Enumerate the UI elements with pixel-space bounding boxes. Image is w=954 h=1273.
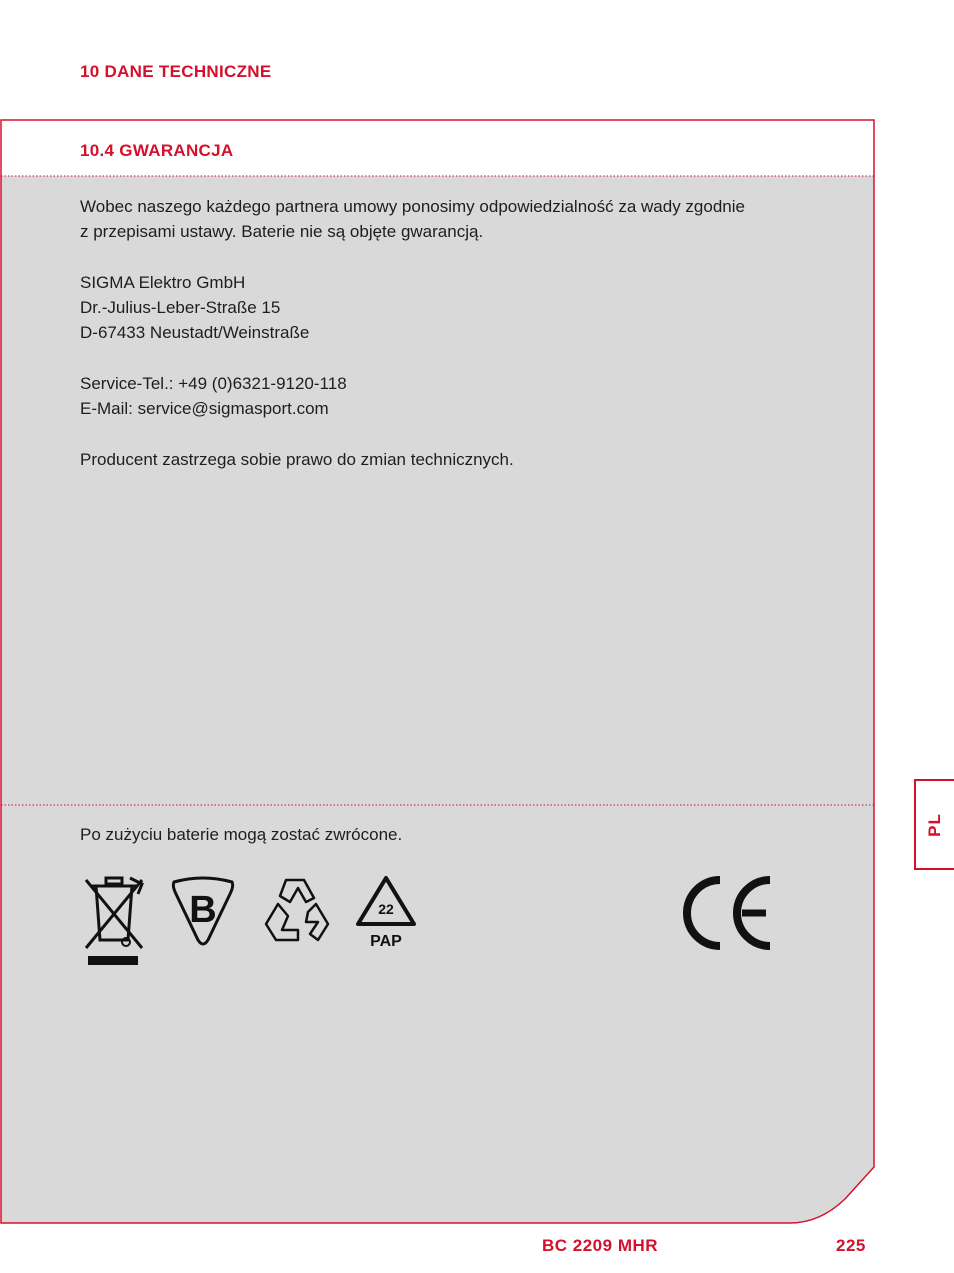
section-title: 10.4 GWARANCJA (80, 141, 234, 160)
ce-mark-icon (680, 874, 776, 952)
recycle-icon (260, 876, 334, 946)
chapter-heading: 10 DANE TECHNICZNE (80, 62, 272, 81)
language-tab-label: PL (925, 812, 944, 837)
warranty-text (80, 194, 820, 498)
warranty-paragraph: Wobec naszego każdego partnera umowy ponosimy odpowiedzialność za wady zgodnie z przepisami ustawy. Baterie nie są objęte gwarancją. (80, 197, 745, 242)
pap-label: PAP (370, 933, 402, 950)
svg-text:B: B (189, 889, 217, 931)
pap-code-number: 22 (378, 901, 394, 917)
address-paragraph: SIGMA Elektro GmbH Dr.-Julius-Leber-Straße 15 D-67433 Neustadt/Weinstraße (80, 272, 310, 343)
page-number: 225 (836, 1236, 866, 1255)
battery-b-icon (168, 876, 238, 948)
crossed-bin-icon (82, 872, 146, 968)
battery-return-note: Po zużyciu baterie mogą zostać zwrócone. (80, 825, 403, 844)
pap-recycling-code-icon (354, 874, 418, 952)
contact-paragraph: Service-Tel.: +49 (0)6321-9120-118 E-Mail: service@sigmasport.com (80, 374, 347, 419)
language-tab (914, 779, 954, 870)
technical-changes-paragraph: Producent zastrzega sobie prawo do zmian technicznych. (80, 449, 514, 469)
footer-model-name: BC 2209 MHR (542, 1236, 659, 1255)
